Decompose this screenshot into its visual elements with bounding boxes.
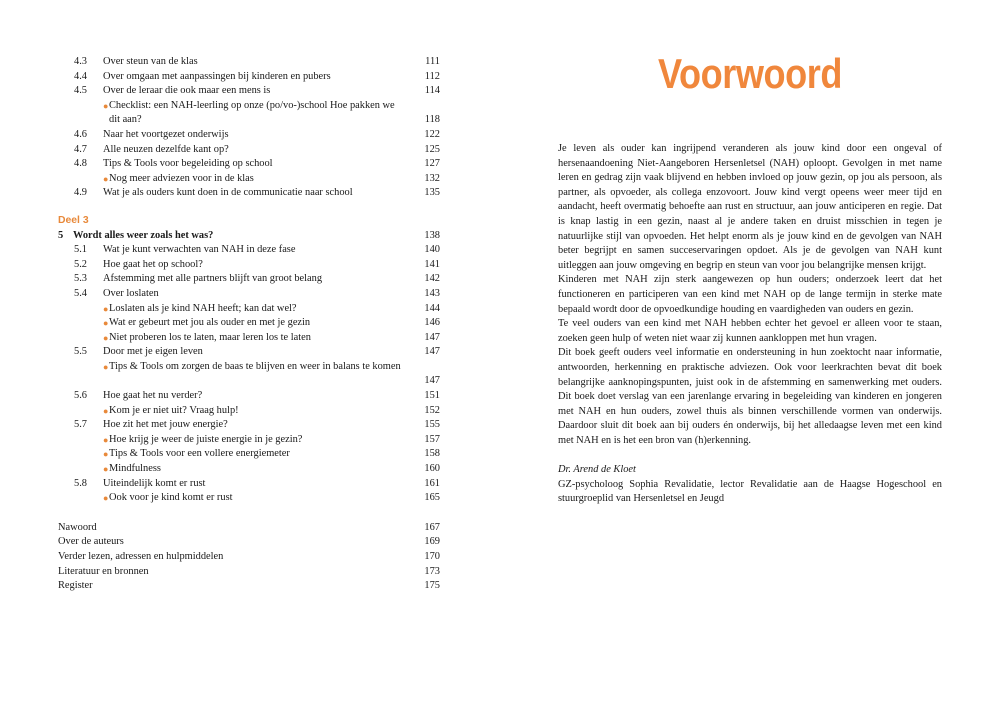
toc-item (58, 243, 440, 258)
toc-section-list (58, 243, 440, 506)
toc-item (58, 565, 440, 580)
bullet-icon: ● (103, 434, 109, 445)
toc-title: Over steun van de klas (103, 56, 198, 67)
chapter-number: 5 (58, 229, 64, 241)
toc-subitem (58, 316, 440, 331)
foreword-paragraph: Dit boek geeft ouders veel informatie en ondersteuning in hun zoektocht naar informatie, antwoorden, herkenning en praktische adviezen. Ook voor leerkrachten bevat dit boek belangrijke aanknopingspunten, juist ook in de afstemming en samenwerking met ouders. Dit boek doet verslag van een jarenlange ervaring in begeleiding van kinderen en jongeren met NAH en hun ouders, zowel thuis als binnen verschillende vormen van onderwijs. Daardoor sluit dit boek aan bij ouders én onderwijs, bij het alledaagse leven met een kind met NAH en is het een bron van (h)erkenning. (558, 347, 942, 446)
toc-title: Over omgaan met aanpassingen bij kinderen en pubers (103, 70, 331, 82)
toc-page: 147 (424, 331, 440, 343)
toc-subitem (58, 404, 440, 419)
bullet-icon: ● (103, 318, 109, 329)
toc-number: 5.5 (74, 346, 87, 358)
toc-back-matter (58, 521, 440, 594)
toc-title: Verder lezen, adressen en hulpmiddelen (58, 551, 224, 562)
toc-item (58, 345, 440, 360)
toc-page: 170 (424, 551, 440, 562)
toc-title: Wat er gebeurt met jou als ouder en met je gezin (109, 317, 311, 329)
toc-subitem (58, 433, 440, 448)
toc-subitem (58, 331, 440, 346)
toc-page: 135 (424, 187, 440, 199)
toc-page: 173 (424, 565, 440, 577)
toc-page: 111 (425, 56, 440, 67)
toc-title: Uiteindelijk komt er rust (103, 477, 206, 489)
toc-item (58, 258, 440, 273)
toc-title: Nawoord (58, 521, 97, 533)
toc-item (58, 143, 440, 158)
toc-page: 165 (424, 492, 440, 504)
toc-number: 4.9 (74, 187, 87, 199)
toc-title: Door met je eigen leven (103, 346, 203, 358)
foreword-paragraphs (558, 142, 942, 448)
toc-number: 5.7 (74, 419, 87, 431)
toc-subitem (58, 447, 440, 462)
toc-title: Wat je als ouders kunt doen in de communicatie naar school (103, 187, 353, 199)
toc-number: 5.4 (74, 287, 87, 299)
toc-section-list (58, 55, 440, 201)
toc-title: Ook voor je kind komt er rust (109, 492, 233, 504)
bullet-icon: ● (103, 303, 109, 314)
bullet-icon: ● (103, 361, 109, 372)
toc-title: Hoe krijg je weer de juiste energie in je gezin? (109, 433, 303, 445)
toc-item (58, 418, 440, 433)
toc-title: Wat je kunt verwachten van NAH in deze fase (103, 244, 296, 256)
toc-number: 4.8 (74, 158, 87, 170)
toc-title: Kom je er niet uit? Vraag hulp! (109, 404, 239, 416)
toc-title: Over de auteurs (58, 536, 124, 548)
toc-title: Mindfulness (109, 463, 161, 475)
toc-title: Hoe zit het met jouw energie? (103, 419, 228, 431)
toc-title: Hoe gaat het op school? (103, 258, 203, 270)
toc-page: 141 (424, 258, 440, 270)
toc-title: Loslaten als je kind NAH heeft; kan dat wel? (109, 302, 297, 314)
toc-page: 118 (424, 114, 440, 126)
signature-name: Dr. Arend de Kloet (558, 464, 636, 476)
foreword-paragraph: Kinderen met NAH zijn sterk aangewezen op hun ouders; onderzoek leert dat het functioneren en participeren van een kind met NAH op de lange termijn in sterke mate bepaald wordt door de opvoedkundige houding en vaardigheden van ouders en gezin. (558, 274, 942, 315)
foreword-page (500, 0, 1000, 706)
signature-role: GZ-psycholoog Sophia Revalidatie, lector Revalidatie aan de Haagse Hogeschool en stuurgroeplid van Hersenletsel en Jeugd (558, 478, 942, 505)
deel-heading (58, 214, 440, 229)
toc-item (58, 535, 440, 550)
foreword-paragraph: Te veel ouders van een kind met NAH hebben echter het gevoel er alleen voor te staan, zoeken geen hulp of weten niet waar zij kunnen aankloppen met hun vragen. (558, 318, 942, 344)
bullet-icon: ● (103, 449, 109, 460)
toc-subitem (58, 462, 440, 477)
toc-page: 114 (424, 85, 440, 97)
toc-title: Niet proberen los te laten, maar leren los te laten (109, 331, 311, 343)
foreword-body (558, 142, 942, 507)
toc-page: 169 (424, 536, 440, 548)
toc-subitem (58, 360, 440, 389)
toc-page: 175 (424, 580, 440, 592)
toc-number: 4.4 (74, 70, 87, 82)
toc-page: 157 (424, 433, 440, 445)
bullet-icon: ● (103, 332, 109, 343)
toc-number: 5.2 (74, 258, 87, 270)
toc-number: 4.3 (74, 56, 87, 67)
toc-page: 161 (424, 477, 440, 489)
toc-title: Register (58, 580, 93, 592)
toc-item (58, 70, 440, 85)
bullet-icon: ● (103, 173, 109, 184)
toc-title: Tips & Tools voor begeleiding op school (103, 158, 273, 170)
toc-page: 127 (424, 158, 440, 170)
toc-title: Over de leraar die ook maar een mens is (103, 85, 271, 97)
toc-page: 152 (424, 404, 440, 416)
toc-title: Afstemming met alle partners blijft van groot belang (103, 273, 323, 285)
bullet-icon: ● (103, 100, 109, 111)
foreword-heading: Voorwoord (657, 50, 843, 97)
deel-label: Deel 3 (58, 214, 89, 226)
toc-page: 147 (424, 375, 440, 387)
toc-number: 5.1 (74, 244, 87, 256)
toc-page: 144 (424, 302, 440, 314)
toc-number: 4.6 (74, 128, 87, 140)
toc-item (58, 84, 440, 99)
bullet-icon: ● (103, 493, 109, 504)
toc-item (58, 157, 440, 172)
toc-title: Over loslaten (103, 287, 159, 299)
toc-item (58, 128, 440, 143)
toc-page: 122 (424, 128, 440, 140)
toc-page: 147 (424, 346, 440, 358)
toc-title: Alle neuzen dezelfde kant op? (103, 143, 229, 155)
toc-page: 155 (424, 419, 440, 431)
toc-item (58, 272, 440, 287)
toc-number: 4.5 (74, 85, 87, 97)
toc-subitem (58, 172, 440, 187)
toc-subitem (58, 491, 440, 506)
toc-page: 112 (424, 70, 440, 82)
table-of-contents (58, 55, 440, 594)
toc-page: 167 (424, 521, 440, 533)
toc-page: 160 (424, 463, 440, 475)
toc-title: Literatuur en bronnen (58, 565, 149, 577)
toc-title: Tips & Tools om zorgen de baas te blijven en weer in balans te komen (109, 360, 401, 372)
toc-subitem (58, 99, 440, 128)
toc-number: 4.7 (74, 143, 87, 155)
toc-title: Nog meer adviezen voor in de klas (109, 172, 254, 184)
toc-title: Hoe gaat het nu verder? (103, 390, 203, 402)
toc-item (58, 389, 440, 404)
toc-page: 143 (424, 287, 440, 299)
toc-item (58, 477, 440, 492)
bullet-icon: ● (103, 464, 109, 475)
toc-page: 132 (424, 172, 440, 184)
toc-page: 142 (424, 273, 440, 285)
toc-page: 146 (424, 317, 440, 329)
toc-page: 158 (424, 448, 440, 460)
toc-title: Tips & Tools voor een vollere energiemeter (109, 448, 290, 460)
toc-page: 125 (424, 143, 440, 155)
toc-page: 140 (424, 244, 440, 256)
toc-number: 5.6 (74, 390, 87, 402)
chapter-page: 138 (424, 229, 440, 241)
toc-page: 151 (424, 390, 440, 402)
chapter-row (58, 229, 440, 244)
toc-item (58, 579, 440, 594)
foreword-paragraph: Je leven als ouder kan ingrijpend veranderen als jouw kind door een ongeval of hersenaandoening Niet-Aangeboren Hersenletsel (NAH) oploopt. Gevolgen in met name leren en gedrag zijn vaak blijvend en hebben invloed op jouw gezin, op jou als persoon, als partner, als opvoeder, als collega enzovoort. Jouw kind vergt opeens weer meer tijd en aandacht, heeft overmatig behoefte aan rust en structuur, aan jouw anticiperen en regie. Dat is knap lastig in een gezin, naast al je andere taken en druist misschien in tegen je natuurlijke stijl van opvoeden. Het helpt enorm als je jouw kind en de gevolgen van NAH beter begrijpt en samen succeservaringen opdoet. Als je de gevolgen van NAH kunt uitleggen aan jouw omgeving en begrip en steun van voor jou belangrijke mensen krijgt. (558, 143, 942, 271)
toc-item (58, 550, 440, 565)
toc-number: 5.8 (74, 477, 87, 489)
toc-title: Checklist: een NAH-leerling op onze (po/vo-)school Hoe pakken we dit aan? (109, 99, 395, 126)
bullet-icon: ● (103, 405, 109, 416)
toc-subitem (58, 302, 440, 317)
chapter-title: Wordt alles weer zoals het was? (73, 229, 214, 241)
toc-item (58, 521, 440, 536)
toc-item (58, 186, 440, 201)
toc-number: 5.3 (74, 273, 87, 285)
toc-item (58, 55, 440, 70)
toc-item (58, 287, 440, 302)
toc-title: Naar het voortgezet onderwijs (103, 128, 229, 140)
